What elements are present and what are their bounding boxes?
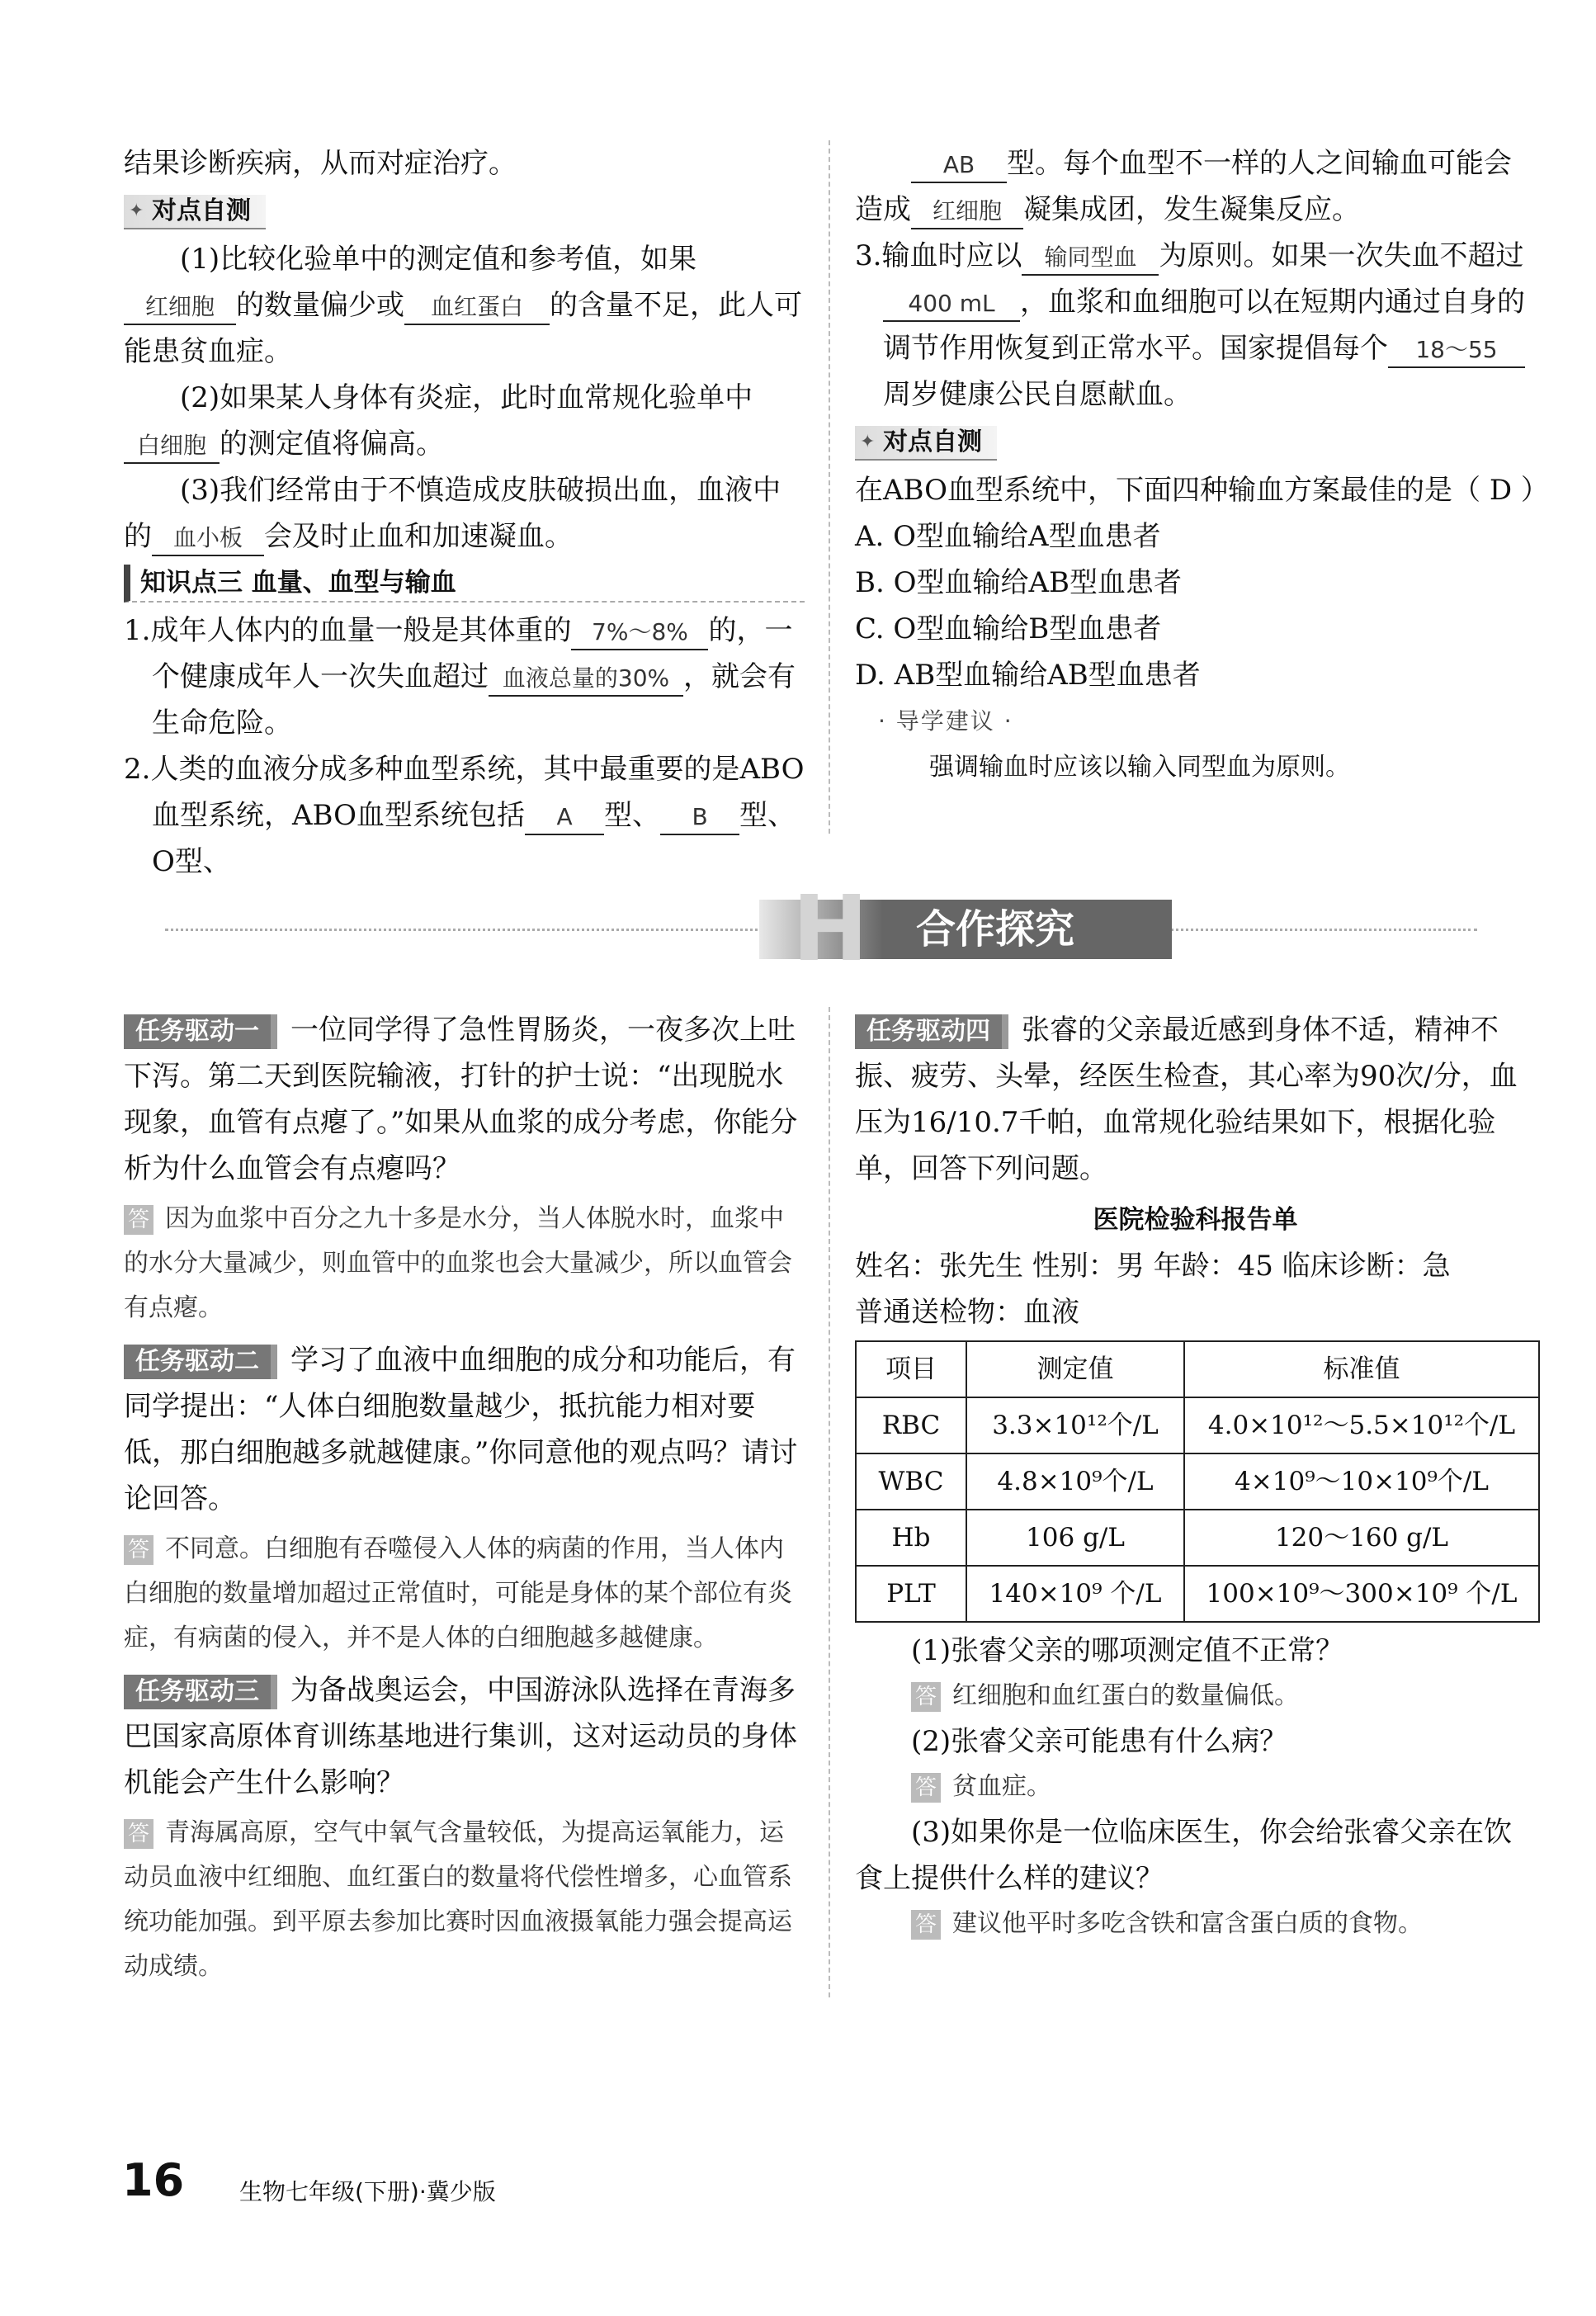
right-bottom-column — [855, 1007, 1536, 1946]
answer-icon: 答 — [911, 1682, 941, 1712]
column-divider-top — [829, 140, 830, 834]
report-info-1: 姓名：张先生 性别：男 年龄：45 临床诊断：急 — [855, 1250, 1451, 1283]
intro-line: 结果诊断疾病，从而对症治疗。 — [124, 147, 517, 180]
table-cell: PLT — [856, 1566, 966, 1622]
table-row — [856, 1566, 1539, 1622]
answer-blank: 血液总量的30% — [489, 662, 683, 697]
knowledge-item-1: 1.成年人体内的血量一般是其体重的 7%～8% 的，一个健康成年人一次失血超过 血液总量的30% ，就会有生命危险。 — [124, 614, 796, 740]
sub-answer-1: 答 红细胞和血红蛋白的数量偏低。 — [855, 1674, 1536, 1718]
banner-title: 合作探究 — [759, 900, 1172, 959]
guide-label: · 导学建议 · — [878, 707, 1013, 735]
answer-icon: 答 — [911, 1910, 941, 1940]
question-2: (2)如果某人身体有炎症，此时血常规化验单中白细胞 的测定值将偏高。 — [124, 375, 805, 467]
guide-text: 强调输血时应该以输入同型血为原则。 — [929, 753, 1350, 782]
table-row — [856, 1453, 1539, 1510]
self-test-badge: ✦ 对点自测 — [124, 195, 266, 229]
blood-type-continuation: AB 型。每个血型不一样的人之间输血可能会造成 红细胞 凝集成团，发生凝集反应。 — [855, 140, 1536, 233]
table-cell: 106 g/L — [966, 1510, 1184, 1566]
sub-answer-3: 答 建议他平时多吃含铁和富含蛋白质的食物。 — [855, 1902, 1536, 1946]
left-bottom-column — [124, 1007, 805, 1989]
report-table — [855, 1340, 1540, 1623]
table-header: 项目 — [856, 1341, 966, 1397]
mc-question: 在ABO血型系统中，下面四种输血方案最佳的是（ D ） — [855, 474, 1549, 507]
table-header: 标准值 — [1184, 1341, 1539, 1397]
answer-blank: 血小板 — [152, 522, 264, 556]
answer-blank: 18～55 — [1388, 333, 1525, 368]
task-2: 任务驱动二 学习了血液中血细胞的成分和功能后，有同学提出：“人体白细胞数量越少，抵抗能力相对要低，那白细胞越多就越健康。”你同意他的观点吗？请讨论回答。 — [124, 1344, 798, 1515]
mc-option-c: C. O型血输给B型血患者 — [855, 612, 1162, 645]
table-row — [856, 1510, 1539, 1566]
right-top-column — [855, 140, 1549, 791]
sub-question-3: (3)如果你是一位临床医生，你会给张睿父亲在饮食上提供什么样的建议？ — [855, 1816, 1513, 1895]
page-number: 16 — [122, 2154, 185, 2206]
answer-blank: 输同型血 — [1022, 241, 1159, 276]
left-top-column — [124, 140, 805, 885]
knowledge-item-2: 2.人类的血液分成多种血型系统，其中最重要的是ABO血型系统，ABO血型系统包括 A 型、 B 型、O型、 — [124, 753, 805, 878]
table-cell: 120～160 g/L — [1184, 1510, 1539, 1566]
book-title: 生物七年级(下册)·冀少版 — [239, 2178, 496, 2205]
answer-blank: 红细胞 — [911, 195, 1023, 229]
question-3: (3)我们经常由于不慎造成皮肤破损出血，血液中的 血小板 会及时止血和加速凝血。 — [124, 467, 805, 560]
table-row — [856, 1397, 1539, 1453]
section-heading: 知识点三 血量、血型与输血 — [124, 565, 805, 603]
mc-option-a: A. O型血输给A型血患者 — [855, 520, 1161, 553]
task-1-answer: 答 因为血浆中百分之九十多是水分，当人体脱水时，血浆中的水分大量减少，则血管中的血浆也会大量减少，所以血管会有点瘪。 — [124, 1204, 792, 1322]
table-cell: 140×10⁹ 个/L — [966, 1566, 1184, 1622]
knowledge-item-3: 3.输血时应以 输同型血 为原则。如果一次失血不超过400 mL ，血浆和血细胞可以在短期内通过自身的调节作用恢复到正常水平。国家提倡每个 18～55周岁健康公民自愿献血。 — [855, 239, 1525, 411]
table-header: 测定值 — [966, 1341, 1184, 1397]
banner-letter: H — [792, 876, 869, 981]
answer-icon: 答 — [124, 1205, 153, 1235]
table-header-row — [856, 1341, 1539, 1397]
column-divider-bottom — [829, 1007, 830, 1997]
table-cell: Hb — [856, 1510, 966, 1566]
answer-icon: 答 — [911, 1773, 941, 1803]
task-label: 任务驱动二 — [124, 1345, 277, 1379]
task-label: 任务驱动四 — [855, 1014, 1008, 1049]
answer-blank: 400 mL — [883, 287, 1020, 322]
sub-answer-2: 答 贫血症。 — [855, 1765, 1536, 1809]
answer-blank: 7%～8% — [571, 616, 708, 650]
table-cell: 3.3×10¹²个/L — [966, 1397, 1184, 1453]
task-label: 任务驱动一 — [124, 1014, 277, 1049]
task-3: 任务驱动三 为备战奥运会，中国游泳队选择在青海多巴国家高原体育训练基地进行集训，这对运动员的身体机能会产生什么影响？ — [124, 1674, 797, 1799]
table-cell: RBC — [856, 1397, 966, 1453]
answer-blank: 血红蛋白 — [404, 291, 550, 325]
answer-blank: 白细胞 — [124, 429, 220, 464]
table-cell: 100×10⁹～300×10⁹ 个/L — [1184, 1566, 1539, 1622]
sub-question-2: (2)张睿父亲可能患有什么病？ — [911, 1725, 1288, 1758]
report-info-2: 普通送检物：血液 — [855, 1296, 1079, 1329]
task-3-answer: 答 青海属高原，空气中氧气含量较低，为提高运氧能力，运动员血液中红细胞、血红蛋白的数量将代偿性增多，心血管系统功能加强。到平原去参加比赛时因血液摄氧能力强会提高运动成绩。 — [124, 1818, 792, 1981]
answer-blank: B — [660, 801, 739, 835]
mc-option-d: D. AB型血输给AB型血患者 — [855, 659, 1201, 692]
answer-icon: 答 — [124, 1819, 153, 1849]
table-cell: 4.8×10⁹个/L — [966, 1453, 1184, 1510]
answer-blank: 红细胞 — [124, 291, 236, 325]
report-title: 医院检验科报告单 — [1093, 1205, 1298, 1235]
task-4: 任务驱动四 张睿的父亲最近感到身体不适，精神不振、疲劳、头晕，经医生检查，其心率为90次/分，血压为16/10.7千帕，血常规化验结果如下，根据化验单，回答下列问题。 — [855, 1014, 1518, 1185]
answer-blank: A — [525, 801, 604, 835]
table-cell: 4×10⁹～10×10⁹个/L — [1184, 1453, 1539, 1510]
task-2-answer: 答 不同意。白细胞有吞噬侵入人体的病菌的作用，当人体内白细胞的数量增加超过正常值时，可能是身体的某个部位有炎症，有病菌的侵入，并不是人体的白细胞越多越健康。 — [124, 1534, 792, 1652]
self-test-badge: ✦ 对点自测 — [855, 426, 997, 461]
section-banner — [165, 876, 1477, 981]
task-1: 任务驱动一 一位同学得了急性胃肠炎，一夜多次上吐下泻。第二天到医院输液，打针的护士说：“出现脱水现象，血管有点瘪了。”如果从血浆的成分考虑，你能分析为什么血管会有点瘪吗？ — [124, 1014, 798, 1185]
answer-blank: AB — [911, 149, 1007, 183]
task-label: 任务驱动三 — [124, 1675, 277, 1709]
table-cell: 4.0×10¹²～5.5×10¹²个/L — [1184, 1397, 1539, 1453]
mc-option-b: B. O型血输给AB型血患者 — [855, 566, 1183, 599]
table-cell: WBC — [856, 1453, 966, 1510]
question-1: (1)比较化验单中的测定值和参考值，如果红细胞 的数量偏少或 血红蛋白 的含量不足，此人可能患贫血症。 — [124, 243, 802, 368]
answer-icon: 答 — [124, 1535, 153, 1565]
sub-question-1: (1)张睿父亲的哪项测定值不正常？ — [911, 1634, 1344, 1667]
